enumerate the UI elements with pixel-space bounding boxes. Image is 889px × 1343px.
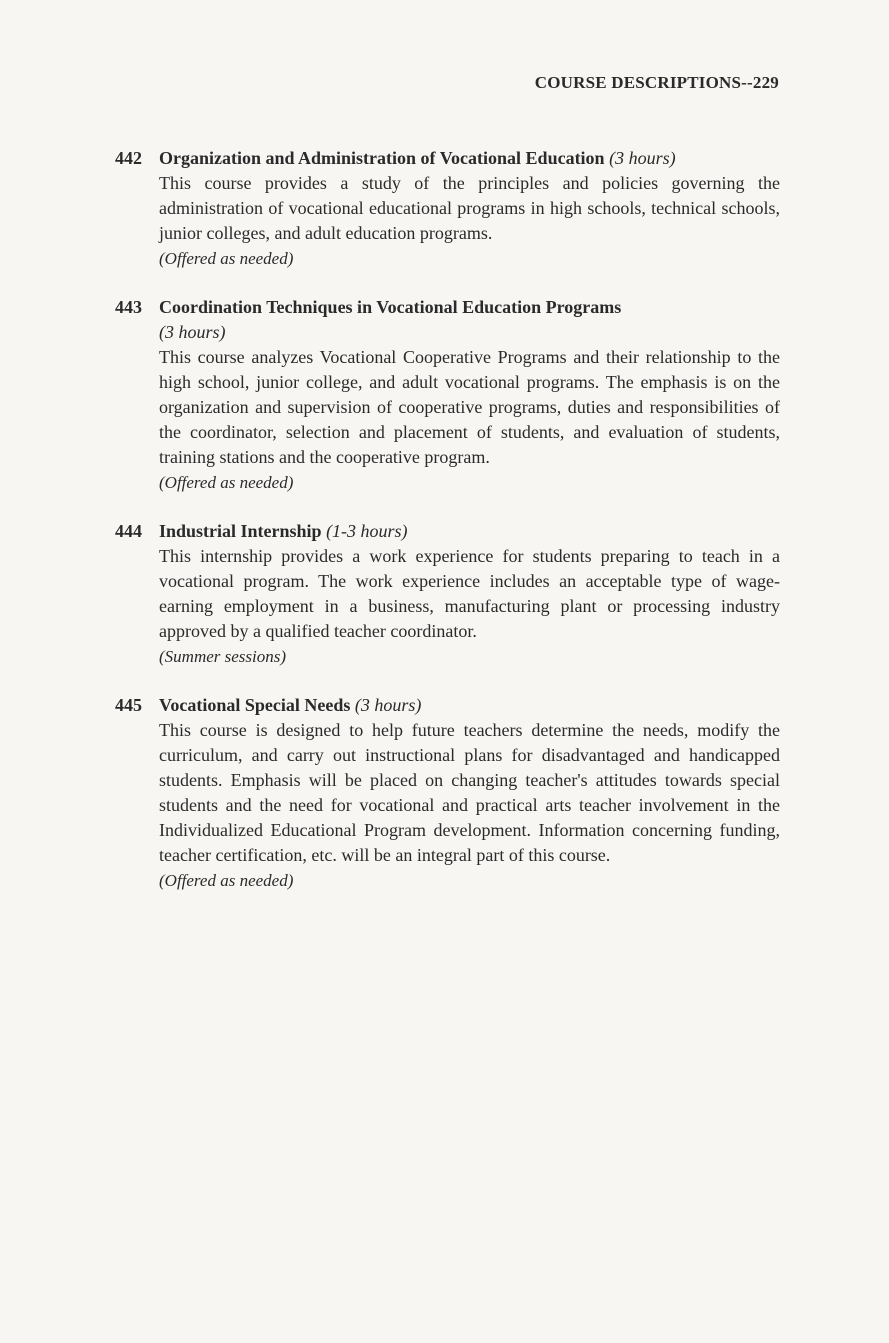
course-list	[115, 146, 780, 917]
course-number: 442	[115, 148, 142, 168]
course-title: Coordination Techniques in Vocational Education Programs	[159, 297, 622, 317]
course-heading	[159, 295, 780, 320]
course-number: 444	[115, 521, 142, 541]
course-body	[159, 146, 780, 271]
course-heading	[159, 519, 780, 544]
course-offering-note: (Offered as needed)	[159, 871, 294, 890]
course-number: 443	[115, 297, 142, 317]
course-hours: (3 hours)	[354, 695, 422, 715]
course-body	[159, 295, 780, 495]
course-title: Organization and Administration of Vocational Education	[159, 148, 605, 168]
course-number: 445	[115, 695, 142, 715]
course-offering-note: (Offered as needed)	[159, 249, 294, 268]
course-entry	[115, 519, 780, 669]
course-entry	[115, 146, 780, 271]
course-entry	[115, 295, 780, 495]
course-hours: (3 hours)	[159, 322, 226, 342]
course-body	[159, 519, 780, 669]
course-heading-hours-line	[159, 320, 780, 345]
course-body	[159, 693, 780, 893]
course-heading	[159, 146, 780, 171]
course-offering-note: (Summer sessions)	[159, 647, 287, 666]
course-description: This course analyzes Vocational Cooperative Programs and their relationship to the high school, junior college, and adult vocational programs. The emphasis is on the organization and supervision of cooperative programs, duties and responsibilities of the coordinator, selection and placement of students, and evaluation of students, training stations and the cooperative program.	[159, 347, 780, 467]
course-hours: (1-3 hours)	[326, 521, 408, 541]
course-title: Vocational Special Needs	[159, 695, 351, 715]
course-title: Industrial Internship	[159, 521, 322, 541]
course-heading	[159, 693, 780, 718]
course-offering-note: (Offered as needed)	[159, 473, 294, 492]
running-head: COURSE DESCRIPTIONS--229	[534, 73, 779, 92]
course-hours: (3 hours)	[609, 148, 676, 168]
course-description: This course is designed to help future teachers determine the needs, modify the curriculum, and carry out instructional plans for disadvantaged and handicapped students. Emphasis will be placed on changing teacher's attitudes towards special students and the need for vocational and practical arts teacher involvement in the Individualized Educational Program development. Information concerning funding, teacher certification, etc. will be an integral part of this course.	[159, 720, 780, 865]
course-description: This course provides a study of the principles and policies governing the administration of vocational educational programs in high schools, technical schools, junior colleges, and adult education programs.	[159, 173, 780, 243]
course-entry	[115, 693, 780, 893]
course-description: This internship provides a work experience for students preparing to teach in a vocational program. The work experience includes an acceptable type of wage-earning employment in a business, manufacturing plant or processing industry approved by a qualified teacher coordinator.	[159, 546, 780, 641]
